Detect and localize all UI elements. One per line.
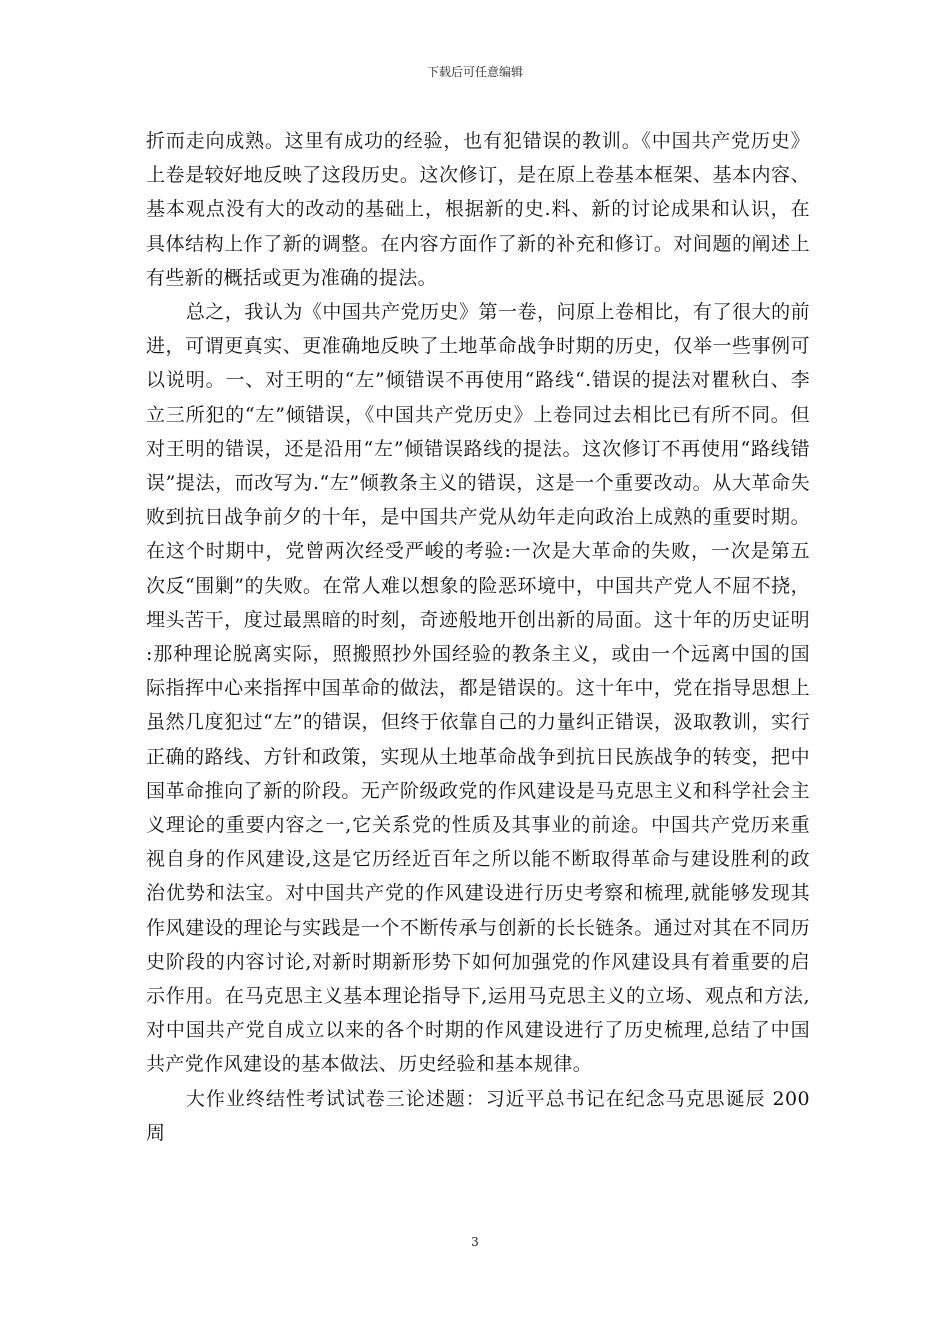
- document-body: [146, 124, 810, 1150]
- page-number: 3: [471, 1235, 479, 1249]
- paragraph-3: 大作业终结性考试试卷三论述题：习近平总书记在纪念马克思诞辰 200 周: [146, 1087, 810, 1144]
- paragraph-1: 折而走向成熟。这里有成功的经验，也有犯错误的教训。《中国共产党历史》上卷是较好地反映了这段历史。这次修订，是在原上卷基本框架、基本内容、基本观点没有大的改动的基础上，根据新的史.料、新的讨论成果和认识，在具体结构上作了新的调整。在内容方面作了新的补充和修订。对间题的阐述上有些新的概括或更为准确的提法。: [146, 130, 810, 289]
- paragraph-2: 总之，我认为《中国共产党历史》第一卷，问原上卷相比，有了很大的前进，可谓更真实、更准确地反映了土地革命战争时期的历史，仅举一些事例可以说明。一、对王明的“左”倾错误不再使用“路线“.错误的提法对瞿秋白、李立三所犯的“左”倾错误，《中国共产党历史》上卷同过去相比已有所不同。但对王明的错误，还是沿用“左”倾错误路线的提法。这次修订不再使用“路线错误”提法，而改写为.“左”倾教条主义的错误，这是一个重要改动。从大革命失败到抗日战争前夕的十年，是中国共产党从幼年走向政治上成熟的重要时期。在这个时期中，党曾两次经受严峻的考验:一次是大革命的失败，一次是第五次反“围剿”的失败。在常人难以想象的险恶环境中，中国共产党人不屈不挠，埋头苦干，度过最黑暗的时刻，奇迹般地开创出新的局面。这十年的历史证明:那种理论脱离实际，照搬照抄外国经验的教条主义，或由一个远离中国的国际指挥中心来指挥中国革命的做法，都是错误的。这十年中，党在指导思想上虽然几度犯过“左”的错误，但终于依靠自己的力量纠正错误，汲取教训，实行正确的路线、方针和政策，实现从土地革命战争到抗日民族战争的转变，把中国革命推向了新的阶段。无产阶级政党的作风建设是马克思主义和科学社会主义理论的重要内容之一,它关系党的性质及其事业的前途。中国共产党历来重视自身的作风建设,这是它历经近百年之所以能不断取得革命与建设胜利的政治优势和法宝。对中国共产党的作风建设进行历史考察和梳理,就能够发现其作风建设的理论与实践是一个不断传承与创新的长长链条。通过对其在不同历史阶段的内容讨论,对新时期新形势下如何加强党的作风建设具有着重要的启示作用。在马克思主义基本理论指导下,运用马克思主义的立场、观点和方法,对中国共产党自成立以来的各个时期的作风建设进行了历史梳理,总结了中国共产党作风建设的基本做法、历史经验和基本规律。: [146, 301, 810, 1076]
- page-header: 下载后可任意编辑: [426, 65, 523, 79]
